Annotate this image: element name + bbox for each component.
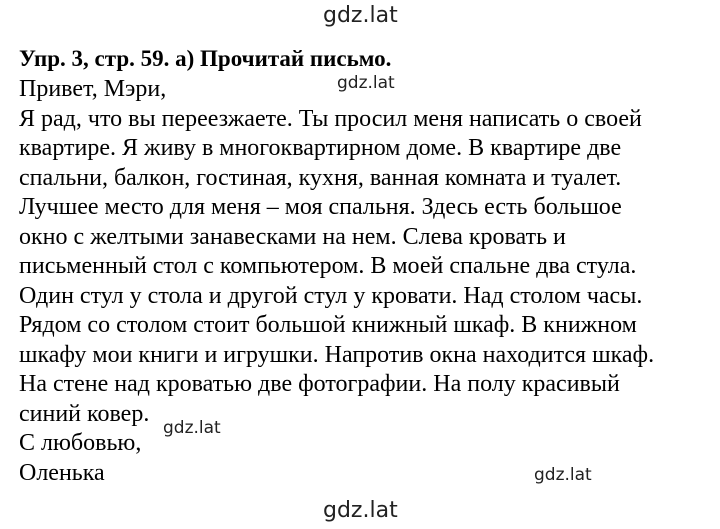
watermark-top: gdz.lat xyxy=(323,3,398,28)
letter-line: спальни, балкон, гостиная, кухня, ванная комната и туалет. xyxy=(19,164,622,191)
letter-line: окно с желтыми занавесками на нем. Слева кровать и xyxy=(19,223,566,250)
letter-signature: Оленька xyxy=(19,459,105,486)
watermark-right: gdz.lat xyxy=(534,465,592,485)
letter-closing: С любовью, xyxy=(19,430,142,456)
letter-line: Лучшее место для меня – моя спальня. Здесь есть большое xyxy=(19,194,622,220)
letter-line: синий ковер. xyxy=(19,400,150,427)
letter-line: На стене над кроватью две фотографии. На полу красивый xyxy=(19,371,620,397)
letter-line: шкафу мои книги и игрушки. Напротив окна находится шкаф. xyxy=(19,341,655,368)
watermark-middle: gdz.lat xyxy=(337,73,395,93)
letter-line: Я рад, что вы переезжаете. Ты просил меня написать о своей xyxy=(19,105,642,132)
watermark-bottom: gdz.lat xyxy=(323,498,398,523)
letter-line: письменный стол с компьютером. В моей спальне два стула. xyxy=(19,253,637,279)
letter-line: Рядом со столом стоит большой книжный шкаф. В книжном xyxy=(19,312,637,338)
exercise-heading: Упр. 3, стр. 59. а) Прочитай письмо. xyxy=(19,46,392,71)
letter-line: квартире. Я живу в многоквартирном доме. В квартире две xyxy=(19,135,622,161)
letter-line: Один стул у стола и другой стул у кровати. Над столом часы. xyxy=(19,282,643,309)
letter-greeting: Привет, Мэри, xyxy=(19,76,167,102)
letter-document xyxy=(19,45,715,488)
watermark-left: gdz.lat xyxy=(163,418,221,438)
